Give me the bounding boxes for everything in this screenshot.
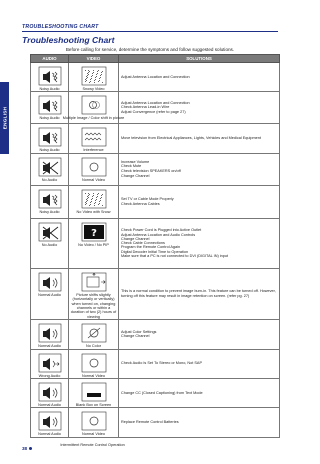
blank-box-screen-icon xyxy=(81,382,107,402)
solution-item: Increase Volume xyxy=(121,159,150,164)
noisy-speaker-icon xyxy=(38,127,62,147)
solutions-cell xyxy=(119,268,280,319)
troubleshooting-table xyxy=(30,54,280,438)
video-cell xyxy=(69,185,119,218)
table-row xyxy=(31,379,280,408)
noisy-speaker-icon xyxy=(38,66,62,86)
muted-speaker-icon xyxy=(38,157,62,177)
video-symptom-label: No Video with Snow xyxy=(76,209,111,214)
normal-screen-icon xyxy=(81,353,107,373)
solution-item: Move television from Electrical Appliances, Lights, Vehicles and Medical Equipment xyxy=(121,136,261,141)
solution-item: Check Power Cord is Plugged into Active Outlet xyxy=(121,228,202,233)
normal-screen-icon xyxy=(81,411,107,431)
audio-symptom-label: Noisy Audio xyxy=(39,87,60,91)
page-title: Troubleshooting Chart xyxy=(22,35,115,45)
solutions-cell xyxy=(119,379,280,408)
solutions-cell xyxy=(119,408,280,437)
solution-item: Check Mute xyxy=(121,164,142,169)
table-row xyxy=(31,268,280,319)
language-side-tab xyxy=(0,82,9,154)
solutions-cell xyxy=(119,153,280,185)
solution-item: Check Antenna Cables xyxy=(121,201,160,206)
video-symptom-label: No Color xyxy=(86,344,101,349)
video-cell xyxy=(69,320,119,349)
audio-symptom-label: Noisy Audio xyxy=(39,209,60,214)
table-row xyxy=(31,124,280,153)
audio-symptom-label: Noisy Audio xyxy=(39,148,60,153)
table-row xyxy=(31,349,280,378)
video-symptom-label: Multiple Image / Color shift in picture xyxy=(62,116,125,121)
video-cell xyxy=(69,408,119,437)
solution-item: Check Antenna Lead-in Wire xyxy=(121,105,170,110)
no-video-question-screen-icon xyxy=(81,222,107,242)
video-symptom-label: Picture shifts slightly (horizontally or vertically) when turned on, changing channels or within a duration of two (2) hours of viewing xyxy=(70,292,117,319)
solutions-cell xyxy=(119,63,280,92)
video-symptom-label: Snowy Video xyxy=(82,87,105,91)
column-header-audio: AUDIO xyxy=(31,55,69,63)
audio-symptom-label: Wrong Audio xyxy=(38,373,61,378)
video-cell xyxy=(69,379,119,408)
audio-cell xyxy=(31,124,69,153)
footnote: Intermittent Remote Control Operation xyxy=(60,443,125,447)
solution-item: Digital Decoder Initial Time to Operation xyxy=(121,249,189,254)
muted-speaker-icon xyxy=(38,222,62,242)
solution-item: Change Channel xyxy=(121,174,150,179)
solutions-cell xyxy=(119,218,280,268)
solution-item: Replace Remote Control Batteries xyxy=(121,420,179,425)
video-symptom-label: No Video / No PIP xyxy=(78,242,109,247)
solution-item: Change Channel xyxy=(121,236,150,241)
table-row xyxy=(31,185,280,218)
normal-screen-icon xyxy=(81,157,107,177)
audio-symptom-label: Normal Audio xyxy=(38,432,61,437)
column-header-video: VIDEO xyxy=(69,55,119,63)
solution-item: This is a normal condition to prevent image burn-in. This feature can be turned off. However, turning off this feature may result in image retention on screen. (refer pg. 27) xyxy=(121,289,276,299)
solution-item: Change CC (Closed Captioning) from Text Mode xyxy=(121,390,203,395)
video-symptom-label: Normal Video xyxy=(82,177,105,182)
interference-screen-icon xyxy=(81,127,107,147)
snowy-screen-icon xyxy=(81,66,107,86)
solution-item: Change Channel xyxy=(121,334,150,339)
video-symptom-label: Normal Video xyxy=(82,373,105,378)
normal-speaker-icon xyxy=(38,272,62,292)
audio-symptom-label: Normal Audio xyxy=(38,344,61,349)
solution-item: Adjust Antenna Location and Connection xyxy=(121,100,190,105)
table-row xyxy=(31,320,280,349)
solutions-cell xyxy=(119,185,280,218)
audio-symptom-label: Noisy Audio xyxy=(39,116,60,121)
solutions-cell xyxy=(119,124,280,153)
no-color-screen-icon xyxy=(81,323,107,343)
table-header-row xyxy=(31,55,280,63)
audio-cell xyxy=(31,408,69,437)
intro-text: Before calling for service, determine the symptoms and follow suggested solutions. xyxy=(65,47,235,52)
table-row xyxy=(31,63,280,92)
solution-item: Adjust Color Settings xyxy=(121,329,157,334)
wrong-audio-speaker-icon xyxy=(38,353,62,373)
video-symptom-label: Blank Box on Screen xyxy=(75,403,112,408)
audio-cell xyxy=(31,218,69,268)
video-cell xyxy=(69,124,119,153)
solutions-cell xyxy=(119,320,280,349)
no-video-snow-screen-icon xyxy=(81,189,107,209)
video-cell xyxy=(69,218,119,268)
video-cell xyxy=(62,92,125,124)
video-cell xyxy=(69,63,119,92)
video-symptom-label: Normal Video xyxy=(82,432,105,437)
header-rule xyxy=(22,31,278,32)
page-number-text: 38 xyxy=(22,446,28,451)
table-row xyxy=(31,92,280,124)
video-cell xyxy=(69,349,119,378)
solutions-cell xyxy=(119,349,280,378)
running-header-title: TROUBLESHOOTING CHART xyxy=(22,24,99,30)
solution-item: Adjust Antenna Location and Audio Controls xyxy=(121,232,196,237)
normal-speaker-icon xyxy=(38,411,62,431)
video-cell xyxy=(69,153,119,185)
multiple-image-screen-icon xyxy=(81,95,107,115)
audio-cell xyxy=(31,268,69,319)
audio-cell xyxy=(31,185,69,218)
normal-speaker-icon xyxy=(38,382,62,402)
table-row xyxy=(31,408,280,437)
noisy-speaker-icon xyxy=(38,189,62,209)
audio-symptom-label: Normal Audio xyxy=(38,403,61,408)
solution-item: Check Audio Is Set To Stereo or Mono, Not SAP xyxy=(121,361,202,366)
shifted-screen-icon xyxy=(81,272,107,292)
audio-cell xyxy=(31,379,69,408)
audio-cell xyxy=(31,63,69,92)
svg-text:?: ? xyxy=(90,227,97,239)
audio-symptom-label: Normal Audio xyxy=(38,292,61,297)
audio-cell xyxy=(31,349,69,378)
solution-item: Check television SPEAKERS on/off xyxy=(121,169,181,174)
audio-cell xyxy=(31,153,69,185)
video-symptom-label: Interference xyxy=(83,148,104,153)
solutions-cell xyxy=(119,92,280,124)
solution-item: Set TV or Cable Mode Properly xyxy=(121,196,174,201)
solution-item: Make sure that a PC is not connected to DVI (DIGITAL IN) input xyxy=(121,254,228,259)
side-tab-label: ENGLISH xyxy=(2,106,7,130)
video-cell xyxy=(69,268,119,319)
noisy-speaker-icon xyxy=(38,95,62,115)
solution-item: Adjust Antenna Location and Connection xyxy=(121,74,190,79)
table-row xyxy=(31,218,280,268)
page-number-bullet xyxy=(29,447,32,450)
solution-item: Adjust Convergence (refer to page 27) xyxy=(121,110,186,115)
solution-item: Check Cable Connections xyxy=(121,241,165,246)
normal-speaker-icon xyxy=(38,323,62,343)
column-header-solutions: SOLUTIONS xyxy=(119,55,280,63)
table-row xyxy=(31,153,280,185)
audio-cell xyxy=(31,320,69,349)
audio-symptom-label: No Audio xyxy=(41,177,58,182)
page-number xyxy=(22,446,32,451)
audio-symptom-label: No Audio xyxy=(41,242,58,247)
solution-item: Program the Remote Control Again xyxy=(121,245,181,250)
